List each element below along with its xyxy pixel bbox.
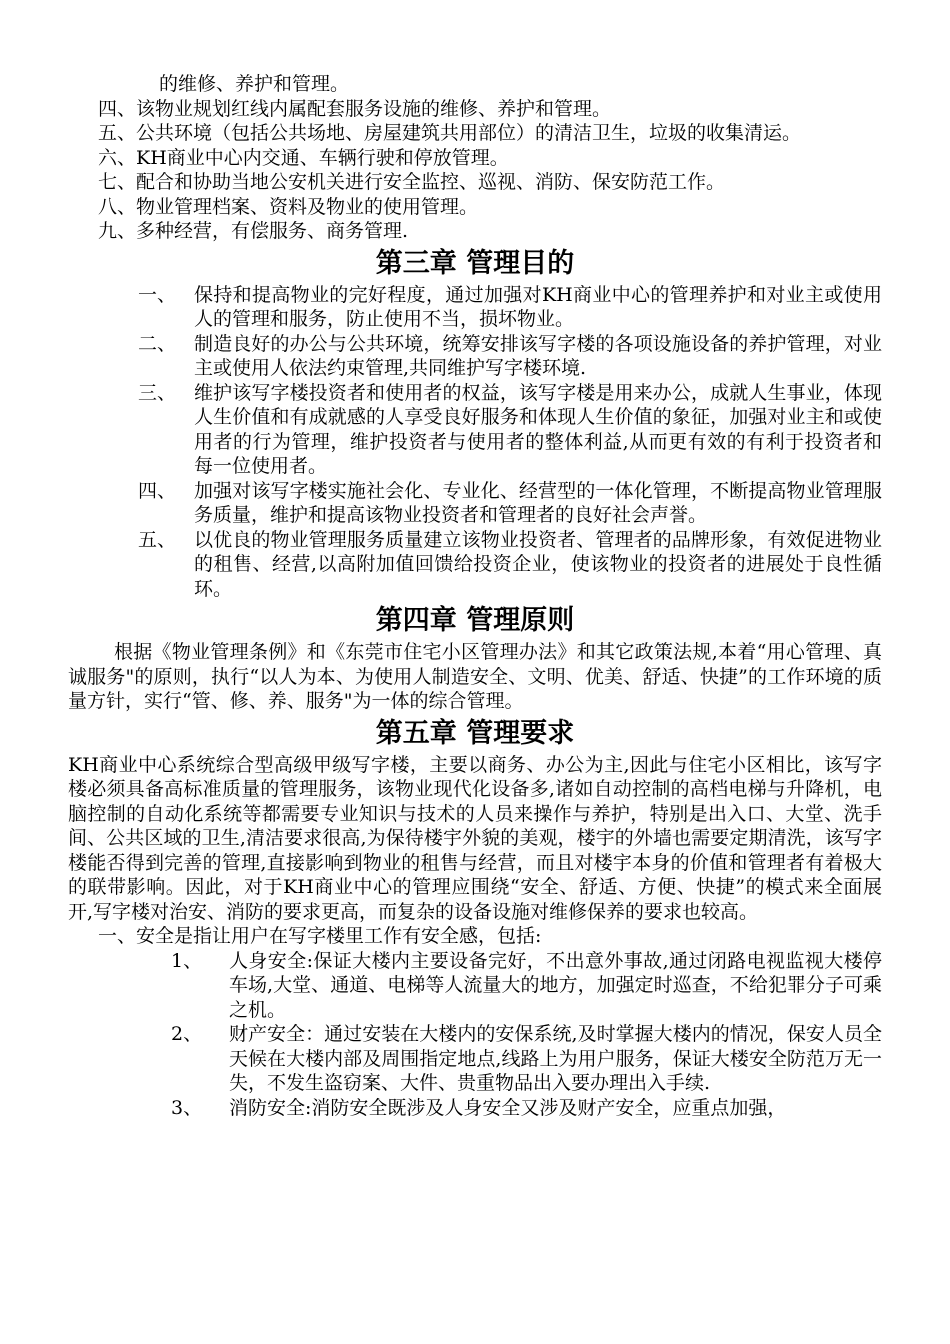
list-item bbox=[68, 381, 882, 479]
item-number: 八、 bbox=[98, 195, 137, 218]
list-item bbox=[68, 1022, 882, 1096]
list-item bbox=[68, 170, 882, 195]
item-number: 二、 bbox=[138, 332, 177, 355]
item-number: 五、 bbox=[98, 122, 137, 144]
chapter-3-list bbox=[68, 283, 882, 602]
list-item bbox=[68, 219, 882, 244]
list-item bbox=[68, 332, 882, 381]
item-text: 人身安全:保证大楼内主要设备完好，不出意外事故,通过闭路电视监视大楼停车场,大堂、通道、电梯等人流量大的地方，加强定时巡查，不给犯罪分子可乘之机。 bbox=[229, 949, 882, 1021]
chapter-5-paragraph: KH商业中心系统综合型高级甲级写字楼，主要以商务、办公为主,因此与住宅小区相比，该写字楼必须具备高标准质量的管理服务，该物业现代化设备多,诸如自动控制的高档电梯与升降机，电脑控制的自动化系统等都需要专业知识与技术的人员来操作与养护，特别是出入口、大堂、洗手间、公共区域的卫生,清洁要求很高,为保待楼宇外貌的美观，楼宇的外墙也需要定期清洗，该写字楼能否得到完善的管理,直接影响到物业的租售与经营，而且对楼宇本身的价值和管理者有着极大的联带影响。因此，对于KH商业中心的管理应围绕“安全、舒适、方便、快捷”的模式来全面展开,写字楼对治安、消防的要求更高，而复杂的设备设施对维修保养的要求也较高。 bbox=[68, 753, 882, 923]
item-text: 保持和提高物业的完好程度，通过加强对KH商业中心的管理养护和对业主或使用人的管理和服务，防止使用不当，损坏物业。 bbox=[194, 283, 882, 330]
item-text: 财产安全：通过安装在大楼内的安保系统,及时掌握大楼内的情况，保安人员全天候在大楼内部及周围指定地点,线路上为用户服务，保证大楼安全防范万无一失，不发生盗窃案、大件、贵重物品出入要办理出入手续. bbox=[229, 1023, 882, 1094]
continuation-text: 的维修、养护和管理。 bbox=[159, 73, 350, 95]
item-number: 3、 bbox=[171, 1096, 203, 1119]
item-text: 消防安全:消防安全既涉及人身安全又涉及财产安全，应重点加强， bbox=[229, 1096, 787, 1119]
item-text: 制造良好的办公与公共环境，统筹安排该写字楼的各项设施设备的养护管理，对业主或使用人依法约束管理,共同维护写字楼环境. bbox=[194, 332, 882, 379]
scope-list bbox=[68, 97, 882, 244]
item-number: 七、 bbox=[98, 171, 137, 193]
chapter-4-paragraph: 根据《物业管理条例》和《东莞市住宅小区管理办法》和其它政策法规,本着“用心管理、真诚服务"的原则，执行“以人为本、为使用人制造安全、文明、优美、舒适、快捷”的工作环境的质量方针，实行“管、修、养、服务"为一体的综合管理。 bbox=[68, 641, 882, 712]
document-page bbox=[68, 72, 882, 1120]
item-number: 1、 bbox=[171, 949, 203, 972]
list-item bbox=[68, 195, 882, 220]
list-item bbox=[68, 97, 882, 122]
list-item bbox=[68, 528, 882, 602]
item-number: 2、 bbox=[171, 1023, 203, 1045]
item-number: 一、 bbox=[98, 925, 137, 947]
item-number: 四、 bbox=[98, 97, 137, 120]
item-number: 六、 bbox=[98, 146, 137, 169]
item-text: 多种经营，有偿服务、商务管理. bbox=[136, 220, 409, 242]
list-item bbox=[68, 283, 882, 332]
item-text: 加强对该写字楼实施社会化、专业化、经营型的一体化管理，不断提高物业管理服务质量，维护和提高该物业投资者和管理者的良好社会声誉。 bbox=[194, 479, 882, 526]
list-item bbox=[68, 1096, 882, 1121]
list-item bbox=[68, 146, 882, 171]
item-text: 公共环境（包括公共场地、房屋建筑共用部位）的清洁卫生，垃圾的收集清运。 bbox=[136, 122, 802, 144]
item-text: 该物业规划红线内属配套服务设施的维修、养护和管理。 bbox=[136, 97, 612, 120]
item-text: 配合和协助当地公安机关进行安全监控、巡视、消防、保安防范工作。 bbox=[136, 171, 726, 193]
item-text: 维护该写字楼投资者和使用者的权益，该写字楼是用来办公，成就人生事业，体现人生价值和有成就感的人享受良好服务和体现人生价值的象征，加强对业主和或使用者的行为管理，维护投资者与使用者的整体利益,从而更有效的有利于投资者和每一位使用者。 bbox=[194, 381, 882, 477]
chapter-3-heading: 第三章 管理目的 bbox=[375, 247, 575, 279]
item-text: 物业管理档案、资料及物业的使用管理。 bbox=[136, 195, 479, 218]
item-number: 四、 bbox=[138, 479, 177, 502]
item-text: 以优良的物业管理服务质量建立该物业投资者、管理者的品牌形象，有效促进物业的租售、经营,以高附加值回馈给投资企业，使该物业的投资者的进展处于良性循环。 bbox=[194, 528, 882, 600]
list-item bbox=[68, 121, 882, 146]
item-number: 九、 bbox=[98, 220, 137, 242]
item-text: 安全是指让用户在写字楼里工作有安全感，包括: bbox=[136, 925, 542, 947]
list-item bbox=[68, 479, 882, 528]
safety-sub-list bbox=[68, 949, 882, 1121]
list-item bbox=[68, 949, 882, 1023]
section-item bbox=[68, 924, 882, 949]
chapter-5-heading: 第五章 管理要求 bbox=[375, 717, 575, 749]
item-text: KH商业中心内交通、车辆行驶和停放管理。 bbox=[136, 146, 509, 169]
item-number: 三、 bbox=[138, 381, 177, 404]
chapter-4-heading: 第四章 管理原则 bbox=[375, 605, 575, 636]
item-number: 五、 bbox=[138, 528, 177, 551]
item-number: 一、 bbox=[138, 283, 177, 306]
